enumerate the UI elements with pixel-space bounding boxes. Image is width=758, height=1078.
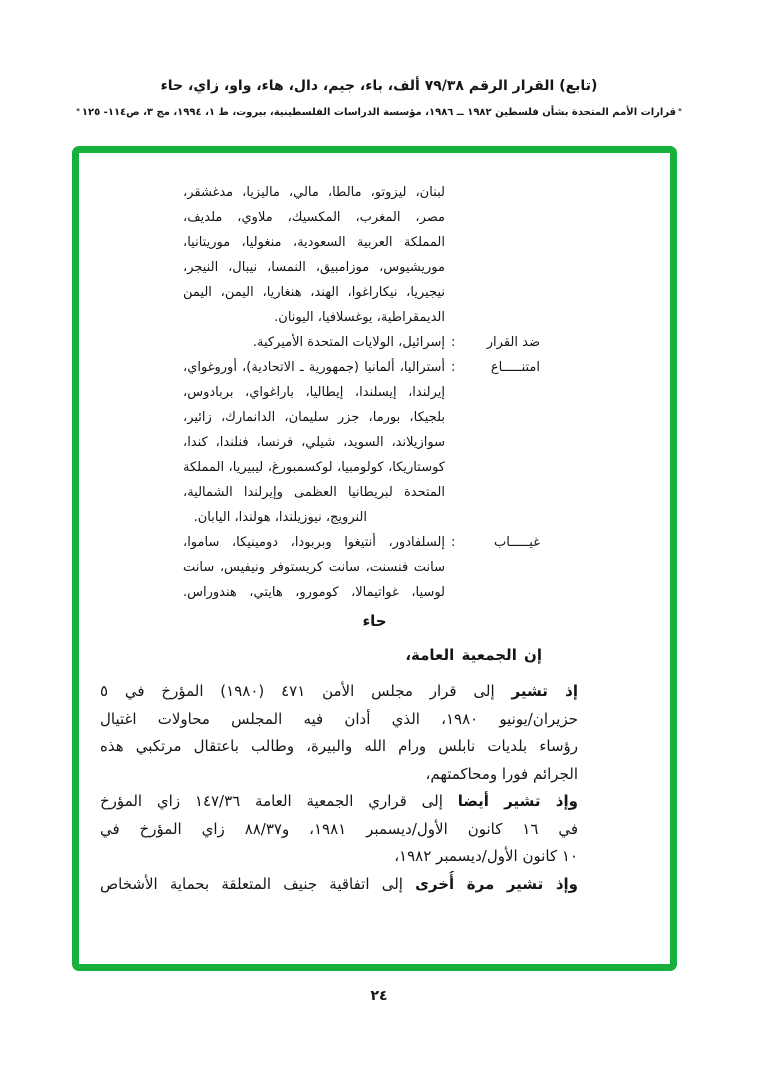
paragraph-line: رؤساء بلديات نابلس ورام الله والبيرة، وطالب باعتقال مرتكبي هذه (100, 737, 578, 755)
vote-line: نيجيريا، نيكاراغوا، الهند، هنغاريا، اليمن، اليمن (183, 285, 445, 300)
label-colon: : (451, 360, 456, 375)
vote-absent-group (183, 530, 540, 605)
vote-line: كوستاريكا، كولومبيا، لوكسمبورغ، ليبيريا، المملكة (183, 460, 445, 475)
paragraph-line: حزيران/يونيو ١٩٨٠، الذي أدان فيه المجلس محاولات اغتيال (100, 709, 578, 728)
paragraph-line (100, 678, 578, 706)
paragraph-lead: وإذ تشير أيضا (457, 792, 578, 810)
vote-line: لوسيا، غواتيمالا، كومورو، هايتي، هندوراس. (183, 585, 445, 600)
preamble-paragraphs (100, 678, 578, 898)
paragraph-line (100, 788, 578, 816)
paragraph-line (100, 871, 578, 899)
vote-abstain-label (445, 355, 540, 530)
vote-continuation-lines (183, 180, 445, 330)
vote-line: موريشيوس، موزامبيق، النمسا، نيبال، النيجر، (183, 260, 445, 275)
paragraph-line: الجرائم فورا ومحاكمتهم، (425, 764, 578, 783)
label-colon: : (451, 335, 456, 350)
vote-line: إلسلفادور، أنتيغوا وبربودا، دومينيكا، ساموا، (183, 535, 445, 550)
vote-against-label (445, 330, 540, 355)
vote-line: أستراليا، ألمانيا (جمهورية ـ الاتحادية)، أوروغواي، (183, 360, 445, 375)
vote-line: المملكة العربية السعودية، منغوليا، موريتانيا، (183, 235, 445, 250)
paragraph-line-text: إلى اتفاقية جنيف المتعلقة بحماية الأشخاص (100, 874, 403, 893)
section-heading: حاء (362, 612, 387, 630)
vote-line: النرويج، نيوزيلندا، هولندا، اليابان. (193, 510, 367, 525)
vote-line: سانت فنسنت، سانت كريستوفر ونيفيس، سانت (183, 560, 445, 575)
vote-absent-lines (183, 530, 445, 605)
vote-line: المتحدة لبريطانيا العظمى وإيرلندا الشمالية، (183, 485, 445, 500)
preamble-intro: إن الجمعية العامة، (405, 646, 542, 664)
label-colon: : (451, 535, 456, 550)
source-citation (0, 107, 758, 118)
vote-line: إسرائيل، الولايات المتحدة الأميركية. (252, 335, 445, 350)
footnote-marker-end: * (76, 107, 80, 115)
vote-abstain-lines (183, 355, 445, 530)
vote-line: بلجيكا، بورما، جزر سليمان، الدانمارك، زائير، (183, 410, 445, 425)
vote-continuation-group (183, 180, 540, 330)
resolution-header-title: (تابع) القرار الرقم ٧٩/٣٨ ألف، باء، جيم، دال، هاء، واو، زاي، حاء (160, 78, 598, 94)
vote-against-group (183, 330, 540, 355)
vote-label-text: امتنـــــاع (490, 360, 540, 375)
paragraph-lead: وإذ تشير مرة أُخرى (415, 874, 578, 893)
vote-against-lines (183, 330, 445, 355)
paragraph-line-text: إلى قراري الجمعية العامة ١٤٧/٣٦ زاي المؤرخ (100, 792, 443, 810)
footnote-marker-start: * (678, 107, 682, 115)
vote-absent-label (445, 530, 540, 605)
vote-label-empty (445, 180, 540, 330)
vote-line: إيرلندا، إيسلندا، إيطاليا، باراغواي، بربادوس، (183, 385, 445, 400)
page-number: ٢٤ (370, 988, 388, 1004)
paragraph-line: ١٠ كانون الأول/ديسمبر ١٩٨٢، (394, 847, 578, 865)
vote-line: الديمقراطية، يوغسلافيا، اليونان. (274, 310, 445, 325)
source-citation-text: قرارات الأمم المتحدة بشأن فلسطين ١٩٨٢ ــ ١٩٨٦، مؤسسة الدراسات الفلسطينية، بيروت، ط ١، ١٩٩٤، مج ٣، ص١١٤- ١٢٥ (81, 107, 677, 118)
vote-label-text: غيـــــاب (494, 535, 540, 550)
vote-line: لبنان، ليزوتو، مالطا، مالي، ماليزيا، مدغشقر، (183, 185, 445, 200)
vote-abstain-group (183, 355, 540, 530)
vote-record-block (183, 180, 540, 605)
vote-label-text: ضد القرار (486, 335, 540, 350)
paragraph-lead: إذ تشير (511, 682, 578, 700)
vote-line: سوازيلاند، السويد، شيلي، فرنسا، فنلندا، كندا، (183, 435, 445, 450)
paragraph-line: في ١٦ كانون الأول/ديسمبر ١٩٨١، و٨٨/٣٧ زاي المؤرخ في (100, 819, 578, 838)
paragraph-line-text: إلى قرار مجلس الأمن ٤٧١ (١٩٨٠) المؤرخ في ٥ (100, 682, 495, 700)
vote-line: مصر، المغرب، المكسيك، ملاوي، ملديف، (183, 210, 445, 225)
